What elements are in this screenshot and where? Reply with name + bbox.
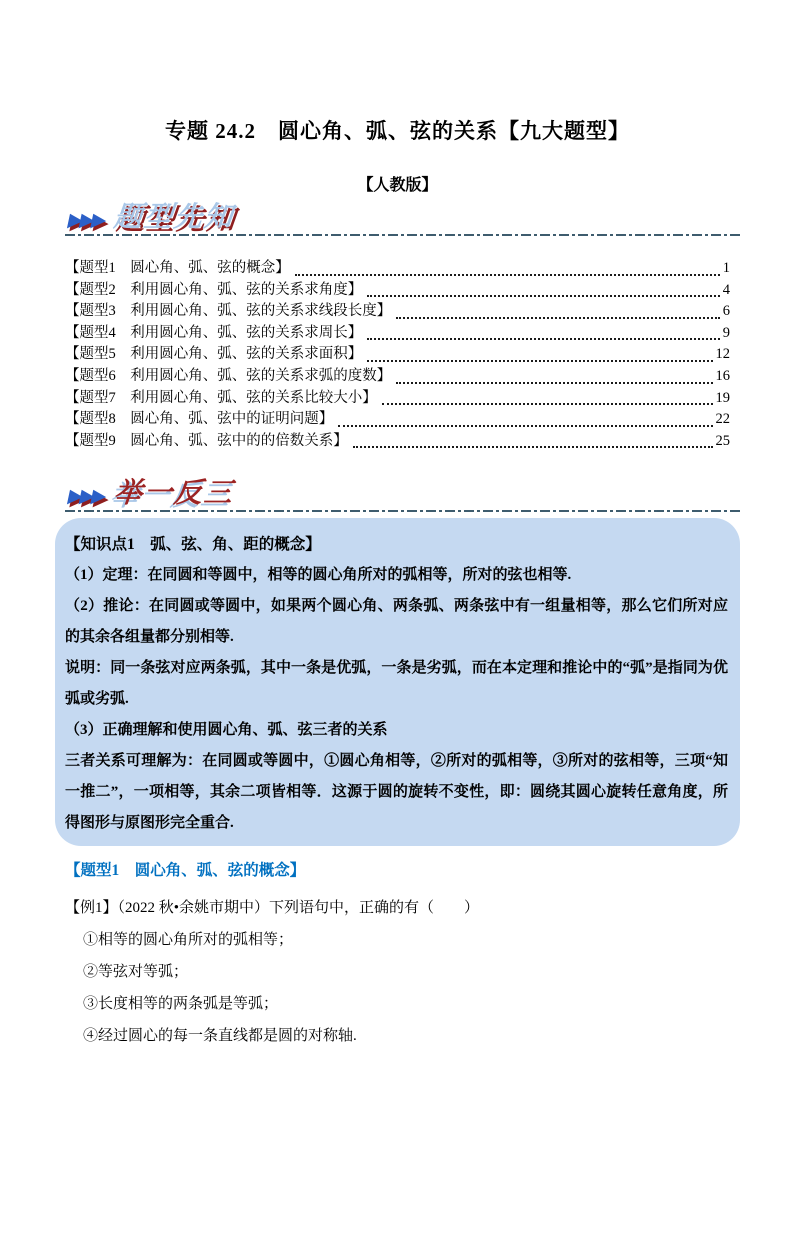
toc-dot-leader [367,338,720,340]
toc-page-number: 9 [722,324,730,341]
toc-dot-leader [367,360,712,362]
knowledge-paragraph: （3）正确理解和使用圆心角、弧、弦三者的关系 [65,722,388,739]
toc-label: 【题型2 利用圆心角、弧、弦的关系求角度】 [65,281,363,298]
document-page [65,118,730,1052]
toc-page-number: 12 [715,346,730,363]
toc-dot-leader [367,295,720,297]
toc-row[interactable] [65,280,730,302]
toc-dot-leader [396,317,720,319]
toc-page-number: 16 [715,367,730,384]
triple-arrow-icon: ▶▶▶ [66,485,106,507]
toc-page-number: 19 [715,389,730,406]
toc-label: 【题型1 圆心角、弧、弦的概念】 [65,260,290,276]
toc-dot-leader [396,382,712,384]
toc-row[interactable] [65,409,730,431]
banner-practice [66,478,730,510]
statement-item: ③长度相等的两条弧是等弧； [83,996,279,1013]
toc-row[interactable] [65,388,730,410]
toc-dot-leader [295,274,720,276]
dash-dot-divider [65,510,740,512]
section-heading: 【题型1 圆心角、弧、弦的概念】 [65,862,306,880]
statement-item: ④经过圆心的每一条直线都是圆的对称轴. [83,1028,357,1045]
page-title: 专题 24.2 圆心角、弧、弦的关系【九大题型】 [165,119,630,143]
toc-row[interactable] [65,344,730,366]
toc-page-number: 25 [715,432,730,449]
banner-topic-preview [66,202,730,234]
banner-practice-label: 举一反三 [112,478,236,510]
toc-row[interactable] [65,366,730,388]
toc-dot-leader [382,403,713,405]
triple-arrow-icon: ▶▶▶ [66,209,106,231]
toc-label: 【题型7 利用圆心角、弧、弦的关系比较大小】 [65,389,377,406]
knowledge-paragraph: （2）推论：在同圆或等圆中，如果两个圆心角、两条弧、两条弦中有一组量相等，那么它们所对应的其余各组量都分别相等. [65,598,728,646]
toc-row[interactable] [65,258,730,280]
edition-label: 【人教版】 [357,177,438,194]
toc-page-number: 22 [715,411,730,428]
knowledge-paragraph: 三者关系可理解为：在同圆或等圆中，①圆心角相等，②所对的弧相等，③所对的弦相等，三项“知一推二”，一项相等，其余二项皆相等．这源于圆的旋转不变性，即：圆绕其圆心旋转任意角度，所得图形与原图形完全重合. [65,753,728,832]
table-of-contents [65,258,730,452]
toc-page-number: 1 [722,260,730,276]
toc-label: 【题型6 利用圆心角、弧、弦的关系求弧的度数】 [65,367,392,384]
example-block [65,892,730,1052]
knowledge-box-title: 【知识点1 弧、弦、角、距的概念】 [65,536,321,554]
toc-page-number: 4 [722,281,730,298]
toc-label: 【题型3 利用圆心角、弧、弦的关系求线段长度】 [65,303,392,320]
banner-topic-preview-label: 题型先知 [112,202,236,233]
toc-row[interactable] [65,323,730,345]
toc-row[interactable] [65,431,730,453]
toc-page-number: 6 [722,303,730,320]
knowledge-box [55,518,740,846]
statement-item: ①相等的圆心角所对的弧相等； [83,932,294,949]
example-intro: 【例1】（2022 秋•余姚市期中）下列语句中，正确的有（ ） [65,900,480,917]
knowledge-paragraph: （1）定理：在同圆和等圆中，相等的圆心角所对的弧相等，所对的弦也相等. [65,567,572,584]
toc-row[interactable] [65,301,730,323]
statement-item: ②等弦对等弧； [83,964,189,981]
toc-dot-leader [338,425,712,427]
dash-dot-divider [65,234,740,236]
toc-label: 【题型9 圆心角、弧、弦中的的倍数关系】 [65,432,348,449]
toc-dot-leader [353,446,713,448]
toc-label: 【题型8 圆心角、弧、弦中的证明问题】 [65,411,334,428]
knowledge-paragraph: 说明：同一条弦对应两条弧，其中一条是优弧，一条是劣弧，而在本定理和推论中的“弧”是指同为优弧或劣弧. [65,660,728,708]
toc-label: 【题型4 利用圆心角、弧、弦的关系求周长】 [65,324,363,341]
toc-label: 【题型5 利用圆心角、弧、弦的关系求面积】 [65,346,363,363]
